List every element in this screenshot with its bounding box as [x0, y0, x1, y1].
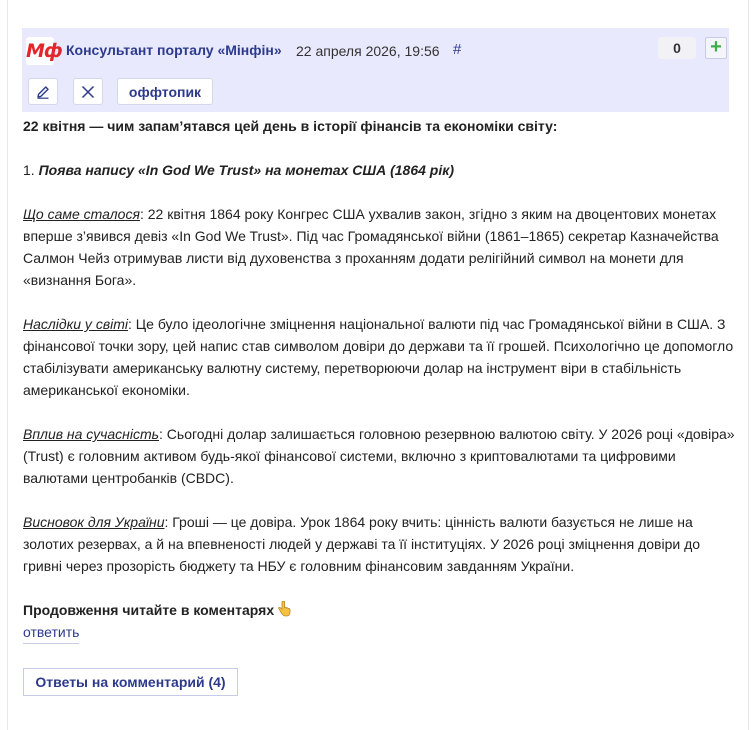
section-paragraph: [23, 313, 735, 401]
section-text: : Сьогодні долар залишається головною резервною валютою світу. У 2026 році «довіра» (Trust) є головним активом будь-якої фінансової системи, включно з криптовалютами та цифровими валютами центробанків (CBDC).: [23, 426, 735, 486]
minfin-logo: Мф: [26, 37, 54, 65]
pointing-down-icon: [277, 601, 291, 623]
edit-button[interactable]: [28, 78, 58, 105]
author-link[interactable]: Консультант порталу «Мінфін»: [66, 42, 282, 58]
section-paragraph: [23, 511, 735, 577]
pencil-icon: [35, 84, 51, 100]
item-title: Поява напису «In God We Trust» на монетах США (1864 рік): [38, 162, 454, 178]
upvote-button[interactable]: +: [705, 37, 727, 59]
section-text: : 22 квітня 1864 року Конгрес США ухвалив закон, згідно з яким на двоцентових монетах вперше з’явився девіз «In God We Trust». Під час Громадянської війни (1861–1865) секретар Казначейства Салмон Чейз отримував листи від духовенства з проханням додати релігійний символ на монети для «визнання Бога».: [23, 206, 719, 288]
post-heading: 22 квітня — чим запам’ятався цей день в історії фінансів та економіки світу:: [23, 118, 558, 134]
comment-date: 22 апреля 2026, 19:56: [296, 43, 440, 59]
item-number: 1.: [23, 162, 39, 178]
permalink-hash[interactable]: #: [453, 41, 462, 58]
section-label: Що саме сталося: [23, 206, 140, 222]
section-text: : Гроші — це довіра. Урок 1864 року вчить: цінність валюти базується не лише на золотих резервах, а й на впевненості людей у державі та її інституціях. У 2026 році зміцнення довіри до гривні через прозорість бюджету та НБУ є головним фінансовим завданням України.: [23, 514, 701, 574]
continue-line: [23, 599, 735, 623]
item-title-line: [23, 159, 735, 181]
section-label: Наслідки у світі: [23, 316, 129, 332]
delete-button[interactable]: [73, 78, 103, 105]
close-icon: [80, 84, 96, 100]
continue-text: Продовження читайте в коментарях: [23, 602, 275, 618]
reply-link[interactable]: ответить: [23, 624, 79, 644]
section-paragraph: [23, 423, 735, 489]
offtopic-button[interactable]: оффтопик: [117, 78, 213, 105]
comment-body: [23, 115, 735, 645]
section-paragraph: [23, 203, 735, 291]
rating-score: 0: [658, 37, 696, 59]
show-replies-button[interactable]: Ответы на комментарий (4): [23, 668, 238, 696]
section-label: Висновок для України: [23, 514, 165, 530]
section-text: : Це було ідеологічне зміцнення національної валюти під час Громадянської війни в США. З фінансової точки зору, цей напис став символом довіри до держави та її грошей. Психологічно це допомогло стабілізувати американську валютну систему, перетворюючи долар на інструмент віри в стабільність американської економіки.: [23, 316, 734, 398]
comment-header: [22, 28, 729, 112]
section-label: Вплив на сучасність: [23, 426, 160, 442]
